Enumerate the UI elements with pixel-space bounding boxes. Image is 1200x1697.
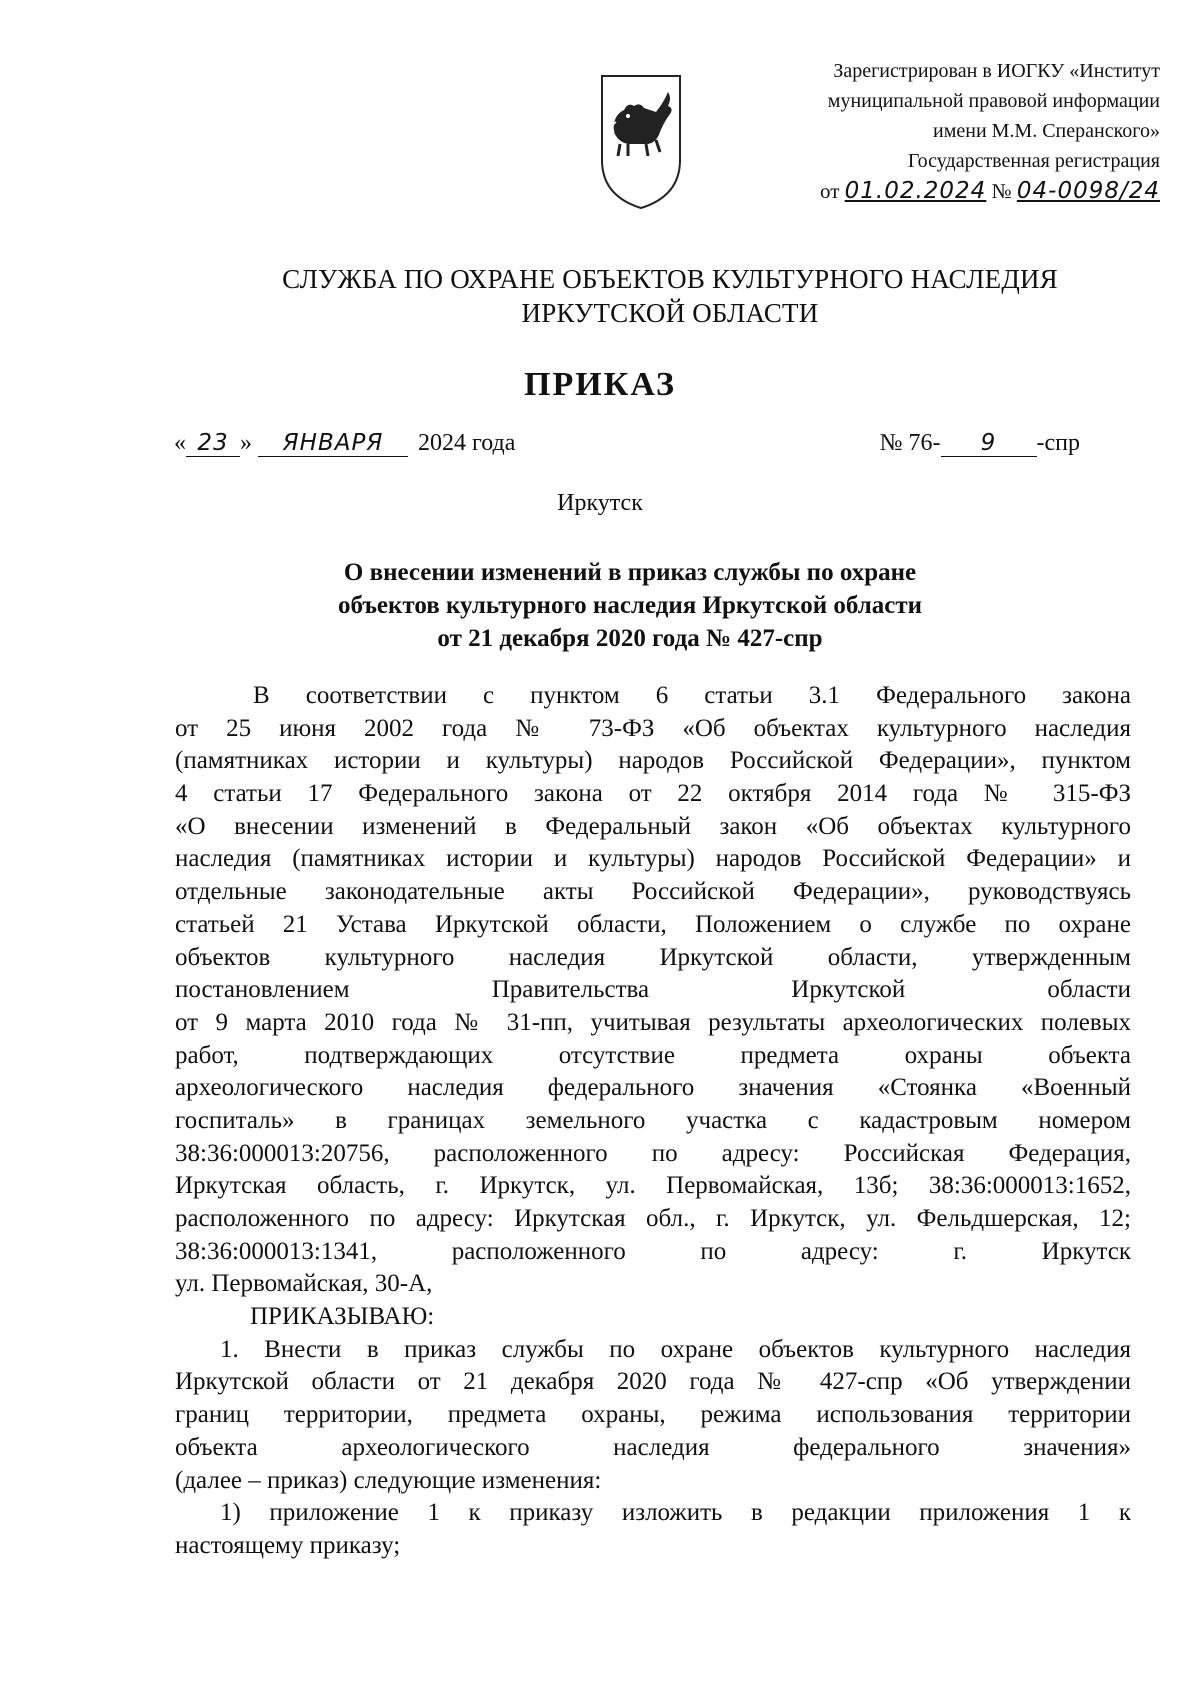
order-date <box>174 430 515 457</box>
registration-stamp <box>700 56 1160 206</box>
registration-line-3: имени М.М. Сперанского» <box>933 120 1160 142</box>
city-name: Иркутск <box>557 490 643 516</box>
order-command-word: ПРИКАЗЫВАЮ: <box>250 1303 435 1331</box>
body-line: расположенного по адресу: Иркутская обл., г. Иркутск, ул. Фельдшерская, 12; <box>175 1205 1131 1232</box>
body-line: работ, подтверждающих отсутствие предмета охраны объекта <box>175 1041 1131 1069</box>
body-line: 1. Внести в приказ службы по охране объектов культурного наследия <box>220 1335 1131 1363</box>
registration-line-2: муниципальной правовой информации <box>827 90 1160 112</box>
body-line: 4 статьи 17 Федерального закона от 22 октября 2014 года № 315-ФЗ <box>175 780 1131 808</box>
heading-line-2: объектов культурного наследия Иркутской области <box>337 592 923 619</box>
date-day: 23 <box>186 430 240 457</box>
registration-from-label: от <box>819 179 840 203</box>
body-line: от 9 марта 2010 года № 31-пп, учитывая результаты археологических полевых <box>175 1008 1131 1036</box>
order-number-prefix: № 76- <box>879 430 941 456</box>
body-line: объекта археологического наследия федерального значения» <box>175 1433 1131 1461</box>
body-line: статьей 21 Устава Иркутской области, Положением о службе по охране <box>175 910 1131 938</box>
body-line: 1) приложение 1 к приказу изложить в редакции приложения 1 к <box>220 1499 1131 1527</box>
heading-line-1: О внесении изменений в приказ службы по охране <box>343 559 917 586</box>
body-line: «О внесении изменений в Федеральный закон «Об объектах культурного <box>175 812 1131 840</box>
body-line: ул. Первомайская, 30-А, <box>175 1270 433 1298</box>
body-line: госпиталь» в границах земельного участка с кадастровым номером <box>175 1106 1131 1134</box>
body-line: (памятниках истории и культуры) народов Российской Федерации», пунктом <box>175 747 1131 775</box>
body-line: наследия (памятниках истории и культуры) народов Российской Федерации» и <box>175 845 1131 873</box>
body-line: 38:36:000013:20756, расположенного по адресу: Российская Федерация, <box>175 1139 1131 1167</box>
body-line: объектов культурного наследия Иркутской области, утвержденным <box>175 943 1131 971</box>
order-number-suffix: -спр <box>1036 430 1080 456</box>
body-line: Иркутской области от 21 декабря 2020 года № 427-спр «Об утверждении <box>175 1368 1131 1396</box>
order-body-text <box>175 680 1131 1563</box>
order-number-value: 9 <box>941 430 1037 457</box>
document-type-title: ПРИКАЗ <box>524 366 676 403</box>
heading-line-3: от 21 декабря 2020 года № 427-спр <box>437 625 823 652</box>
body-line: (далее – приказ) следующие изменения: <box>175 1466 602 1494</box>
date-close-quote: » <box>240 430 252 456</box>
registration-number-sign: № <box>991 179 1012 203</box>
body-line: археологического наследия федерального значения «Стоянка «Военный <box>175 1074 1131 1102</box>
irkutsk-coat-of-arms-emblem <box>598 72 684 212</box>
body-line: 38:36:000013:1341, расположенного по адресу: г. Иркутск <box>175 1237 1131 1265</box>
body-line: постановлением Правительства Иркутской области <box>175 976 1131 1004</box>
registration-number: 04-0098/24 <box>1016 178 1160 204</box>
body-line: настоящему приказу; <box>175 1531 401 1559</box>
registration-number-line <box>700 176 1160 206</box>
organization-name-line-2: ИРКУТСКОЙ ОБЛАСТИ <box>521 298 819 328</box>
order-number <box>880 430 1080 457</box>
body-line: от 25 июня 2002 года № 73-ФЗ «Об объектах культурного наследия <box>175 714 1131 742</box>
body-line: В соответствии с пунктом 6 статьи 3.1 Федерального закона <box>253 682 1131 709</box>
registration-line-4: Государственная регистрация <box>907 150 1160 172</box>
body-line: отдельные законодательные акты Российской Федерации», руководствуясь <box>175 878 1131 906</box>
order-heading <box>170 556 1090 655</box>
organization-name-line-1: СЛУЖБА ПО ОХРАНЕ ОБЪЕКТОВ КУЛЬТУРНОГО НАСЛЕДИЯ <box>282 264 1058 294</box>
body-line: границ территории, предмета охраны, режима использования территории <box>175 1401 1131 1429</box>
date-month: ЯНВАРЯ <box>258 430 408 457</box>
registration-line-1: Зарегистрирован в ИОГКУ «Институт <box>833 60 1160 82</box>
registration-date: 01.02.2024 <box>844 178 987 204</box>
date-open-quote: « <box>174 430 186 456</box>
date-year: 2024 года <box>418 430 516 456</box>
body-line: Иркутская область, г. Иркутск, ул. Первомайская, 13б; 38:36:000013:1652, <box>175 1172 1131 1200</box>
